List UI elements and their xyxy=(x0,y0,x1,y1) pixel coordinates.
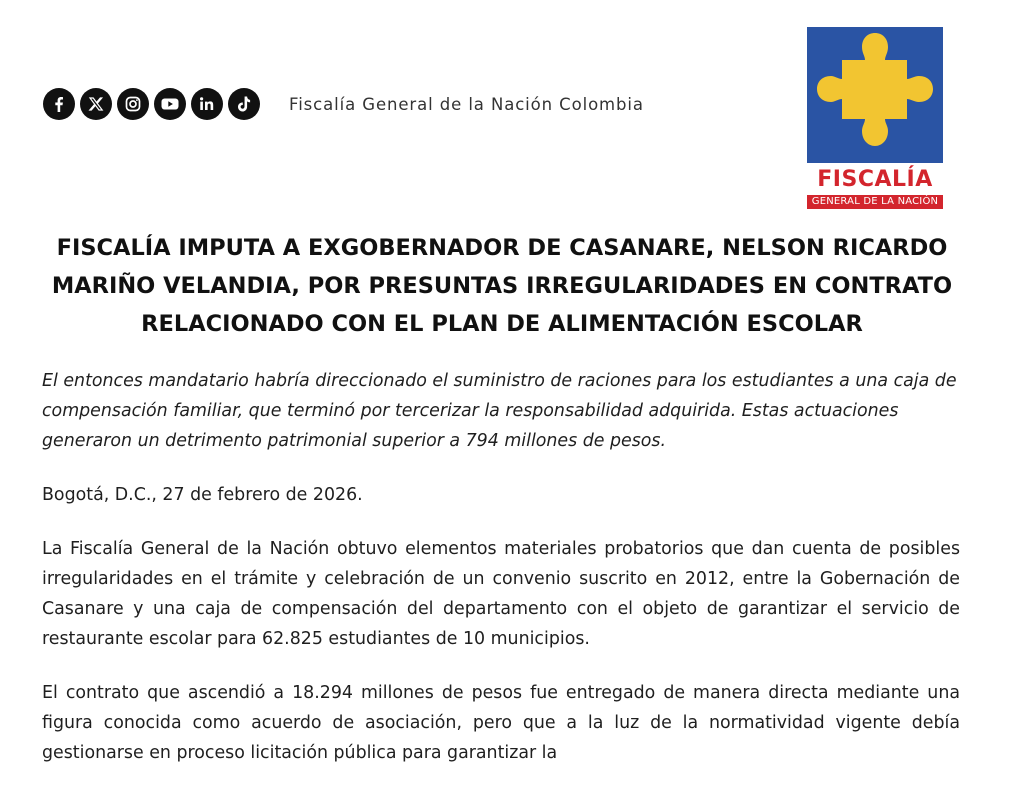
org-name: Fiscalía General de la Nación Colombia xyxy=(289,94,644,114)
youtube-icon[interactable] xyxy=(154,88,186,120)
puzzle-logo-icon xyxy=(807,27,943,163)
social-links xyxy=(43,88,644,120)
linkedin-icon[interactable] xyxy=(191,88,223,120)
paragraph: El contrato que ascendió a 18.294 millones de pesos fue entregado de manera directa mediante una figura conocida como acuerdo de asociación, pero que a la luz de la normatividad vigente debía gestionarse en proceso licitación pública para garantizar la xyxy=(42,683,960,763)
logo-subtitle: GENERAL DE LA NACIÓN xyxy=(807,195,943,209)
fiscalia-logo xyxy=(807,27,943,209)
paragraph: La Fiscalía General de la Nación obtuvo elementos materiales probatorios que dan cuenta de posibles irregularidades en el trámite y celebración de un convenio suscrito en 2012, entre la Gobernación de Casanare y una caja de compensación del departamento con el objeto de garantizar el servicio de restaurante escolar para 62.825 estudiantes de 10 municipios. xyxy=(42,539,960,649)
logo-wordmark: FISCALÍA xyxy=(817,167,933,192)
x-icon[interactable] xyxy=(80,88,112,120)
tiktok-icon[interactable] xyxy=(228,88,260,120)
facebook-icon[interactable] xyxy=(43,88,75,120)
article-lead: El entonces mandatario habría direccionado el suministro de raciones para los estudiantes a una caja de compensación familiar, que terminó por tercerizar la responsabilidad adquirida. Estas actuaciones generaron un detrimento patrimonial superior a 794 millones de pesos. xyxy=(42,371,957,451)
dateline: Bogotá, D.C., 27 de febrero de 2026. xyxy=(42,485,363,505)
instagram-icon[interactable] xyxy=(117,88,149,120)
page-title: FISCALÍA IMPUTA A EXGOBERNADOR DE CASANARE, NELSON RICARDO MARIÑO VELANDIA, POR PRESUNTAS IRREGULARIDADES EN CONTRATO RELACIONADO CON EL PLAN DE ALIMENTACIÓN ESCOLAR xyxy=(51,235,953,337)
article-body xyxy=(42,366,960,792)
